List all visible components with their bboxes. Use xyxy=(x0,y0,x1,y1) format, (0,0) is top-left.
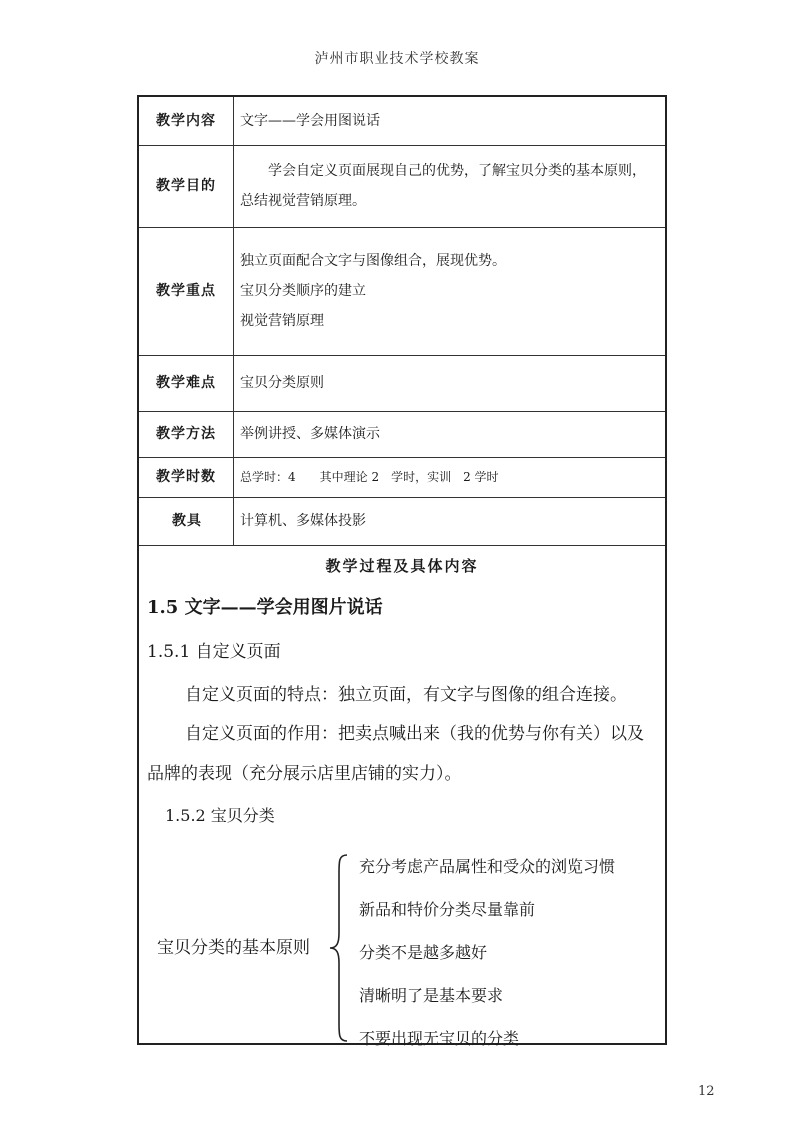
section-heading: 1.5 文字——学会用图片说话 xyxy=(147,597,383,618)
list-item: 清晰明了是基本要求 xyxy=(359,986,504,1005)
table-row xyxy=(139,411,665,457)
row-value: 文字——学会用图说话 xyxy=(234,97,666,145)
list-item: 分类不是越多越好 xyxy=(359,943,488,962)
principles-list xyxy=(359,845,665,1060)
list-item: 新品和特价分类尽量靠前 xyxy=(359,900,536,919)
row-label: 教具 xyxy=(139,497,234,545)
page-header: 泸州市职业技术学校教案 xyxy=(314,51,480,67)
row-value: 举例讲授、多媒体演示 xyxy=(234,411,666,457)
key-point-line: 宝贝分类顺序的建立 xyxy=(240,283,366,299)
lesson-info-table xyxy=(139,97,665,546)
subsection-heading: 1.5.2 宝贝分类 xyxy=(165,806,275,825)
row-label: 教学目的 xyxy=(139,145,234,227)
list-item: 充分考虑产品属性和受众的浏览习惯 xyxy=(359,857,616,876)
lesson-plan-frame xyxy=(137,95,667,1048)
row-value: 学会自定义页面展现自己的优势，了解宝贝分类的基本原则，总结视觉营销原理。 xyxy=(234,145,666,227)
table-row xyxy=(139,457,665,497)
curly-brace-icon xyxy=(327,853,351,1043)
row-label: 教学内容 xyxy=(139,97,234,145)
row-value: 宝贝分类原则 xyxy=(234,355,666,411)
row-value: 总学时：4 其中理论 2 学时，实训 2 学时 xyxy=(234,457,666,497)
list-item: 不要出现无宝贝的分类 xyxy=(359,1029,520,1048)
row-label: 教学方法 xyxy=(139,411,234,457)
table-row xyxy=(139,497,665,545)
row-value xyxy=(234,227,666,355)
table-row xyxy=(139,355,665,411)
row-label: 教学难点 xyxy=(139,355,234,411)
table-row xyxy=(139,97,665,145)
table-row xyxy=(139,145,665,227)
row-label: 教学时数 xyxy=(139,457,234,497)
subsection-heading: 1.5.1 自定义页面 xyxy=(147,642,281,662)
table-row xyxy=(139,227,665,355)
principles-label: 宝贝分类的基本原则 xyxy=(157,938,310,958)
section-title: 教学过程及具体内容 xyxy=(325,557,479,575)
row-value: 计算机、多媒体投影 xyxy=(234,497,666,545)
key-point-line: 独立页面配合文字与图像组合，展现优势。 xyxy=(240,253,506,269)
row-label: 教学重点 xyxy=(139,227,234,355)
paragraph: 自定义页面的特点：独立页面，有文字与图像的组合连接。 xyxy=(185,685,627,705)
paragraph: 自定义页面的作用：把卖点喊出来（我的优势与你有关）以及品牌的表现（充分展示店里店铺的实力）。 xyxy=(147,724,644,784)
page-number: 12 xyxy=(698,1084,715,1099)
key-point-line: 视觉营销原理 xyxy=(240,313,324,329)
